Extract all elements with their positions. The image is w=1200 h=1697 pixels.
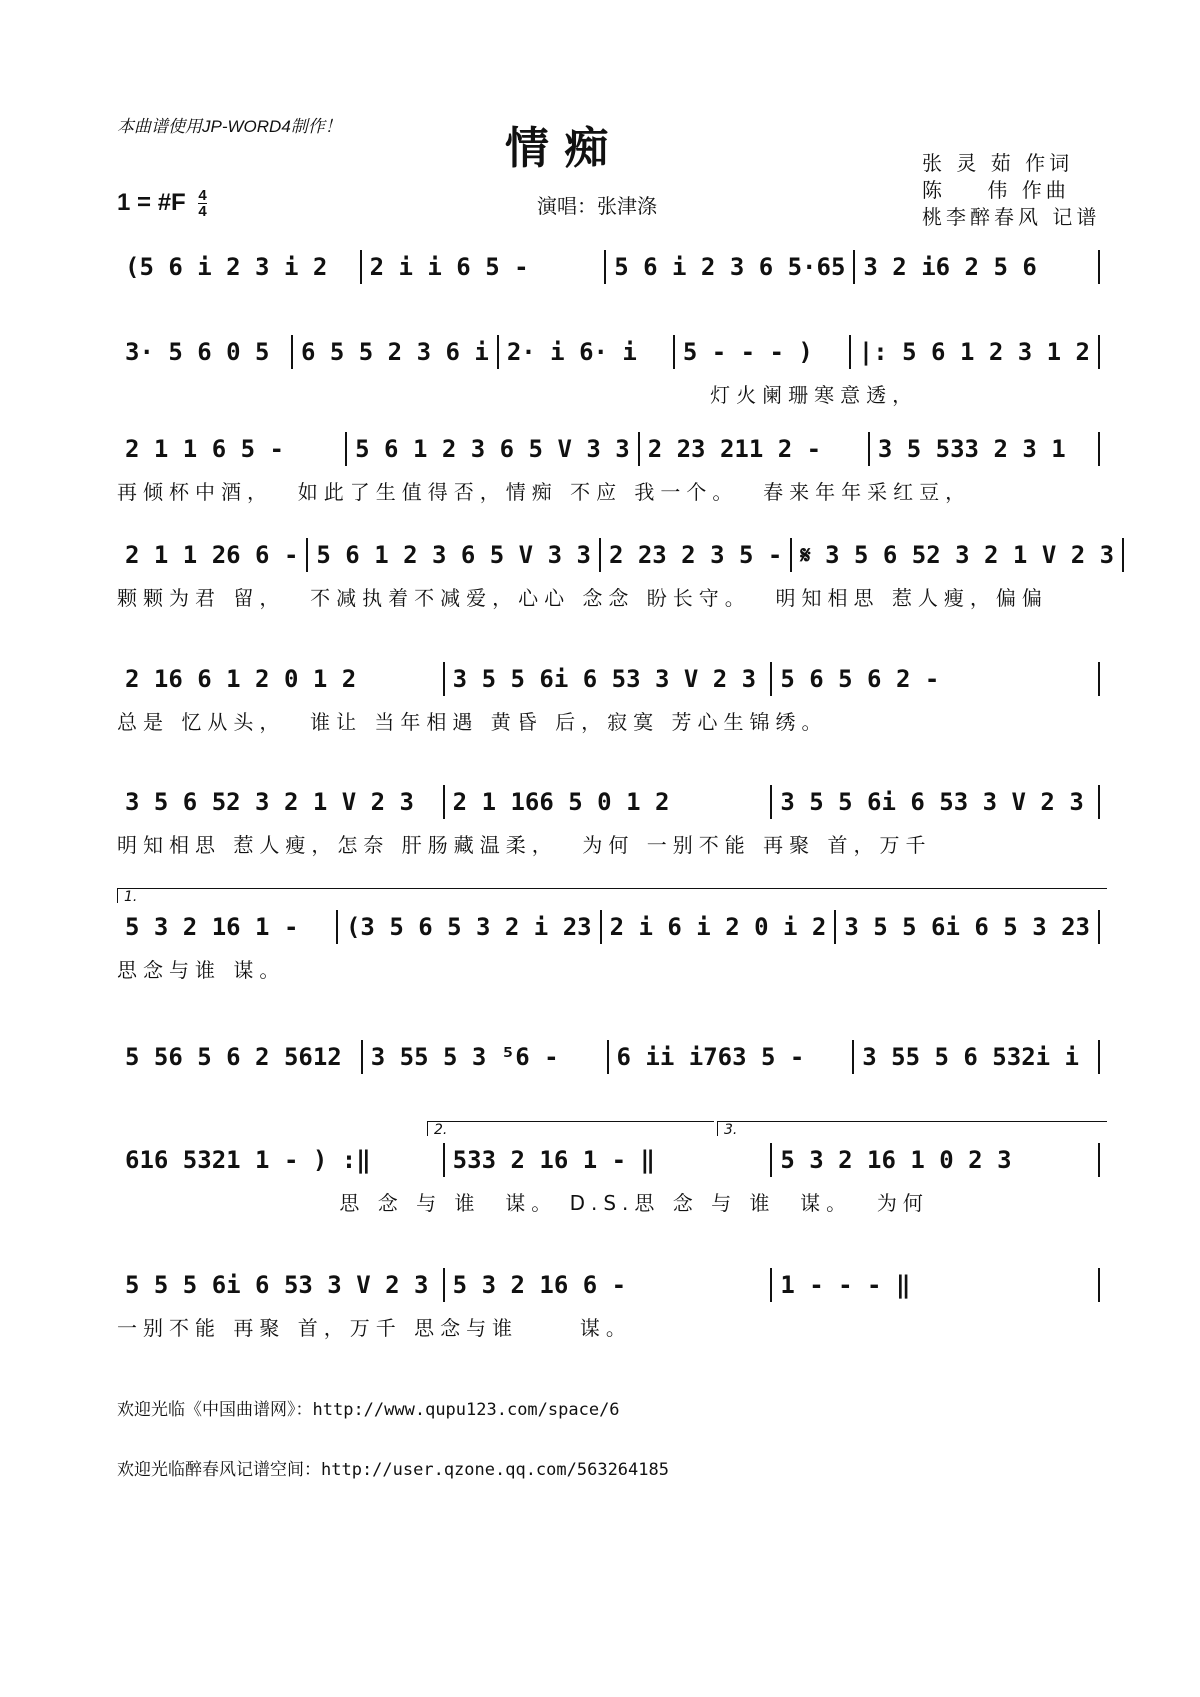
key-signature bbox=[117, 188, 207, 219]
measure: 6 ii i763 5 - bbox=[609, 1040, 855, 1074]
measure: 3 55 5 3 ⁵6 - bbox=[363, 1040, 609, 1074]
page-title: 情 痴 bbox=[505, 123, 609, 174]
notes-row bbox=[117, 250, 1100, 284]
score-line bbox=[117, 250, 1100, 345]
singer: 演唱：张津涤 bbox=[537, 194, 657, 218]
measure: 2 i i 6 5 - bbox=[362, 250, 607, 284]
score-line bbox=[117, 1268, 1100, 1363]
time-signature bbox=[198, 188, 206, 219]
measure: 3 5 5 6i 6 53 3 V 2 3 bbox=[445, 662, 773, 696]
score-line bbox=[117, 538, 1115, 633]
measure: |: 5 6 1 2 3 1 2 bbox=[851, 335, 1100, 369]
score-line bbox=[117, 432, 1100, 527]
measure: 616 5321 1 - ) :‖ bbox=[117, 1143, 445, 1177]
notes-row bbox=[117, 538, 1115, 572]
measure: 3 5 6 52 3 2 1 V 2 3 bbox=[117, 785, 445, 819]
notes-row bbox=[117, 432, 1100, 466]
measure: 5 3 2 16 1 - bbox=[117, 910, 338, 944]
measure: 2 1 1 26 6 - bbox=[117, 538, 308, 572]
lyrics-row: 再倾杯中酒， 如此了生值得否，情痴 不应 我一个。 春来年年采红豆， bbox=[117, 480, 972, 504]
credits bbox=[922, 150, 1100, 231]
measure: 𝄋 3 5 6 52 3 2 1 V 2 3 bbox=[792, 538, 1124, 572]
transcriber-credit: 桃李醉春风 记谱 bbox=[922, 205, 1101, 229]
measure: 5 3 2 16 1 0 2 3 bbox=[772, 1143, 1100, 1177]
score-line bbox=[117, 1122, 1100, 1238]
measure: 533 2 16 1 - ‖ bbox=[445, 1143, 773, 1177]
lyrics-row: 总是 忆从头， 谁让 当年相遇 黄昏 后，寂寞 芳心生锦绣。 bbox=[117, 710, 828, 734]
measure: 1 - - - ‖ bbox=[772, 1268, 1100, 1302]
lyrics-row: 灯火阑珊寒意透， bbox=[117, 383, 919, 407]
measure: 3 2 i6 2 5 6 bbox=[855, 250, 1100, 284]
lyrics-row: 思念与谁 谋。 bbox=[117, 958, 286, 982]
score-line bbox=[117, 662, 1100, 757]
score-line bbox=[117, 785, 1100, 880]
measure: 5 6 i 2 3 6 5·65 bbox=[606, 250, 855, 284]
measure: 2 23 211 2 - bbox=[640, 432, 870, 466]
key-label: 1 = #F bbox=[117, 188, 186, 216]
measure: 5 - - - ) bbox=[675, 335, 851, 369]
footer-link-qupu[interactable]: 欢迎光临《中国曲谱网》：http://www.qupu123.com/space/6 bbox=[117, 1400, 620, 1420]
lyricist-credit: 张 灵 茹 作词 bbox=[922, 151, 1074, 175]
measure: 2· i 6· i bbox=[499, 335, 675, 369]
measure: 5 6 1 2 3 6 5 V 3 3 bbox=[308, 538, 601, 572]
time-numerator: 4 bbox=[198, 187, 207, 204]
measure: (5 6 i 2 3 i 2 bbox=[117, 250, 362, 284]
lyrics-row: 一别不能 再聚 首，万千 思念与谁 谋。 bbox=[117, 1316, 632, 1340]
measure: 2 i 6 i 2 0 i 2 bbox=[602, 910, 837, 944]
lyrics-row: 明知相思 惹人瘦，怎奈 肝肠藏温柔， 为何 一别不能 再聚 首，万千 bbox=[117, 833, 932, 857]
measure: 3 5 533 2 3 1 bbox=[870, 432, 1100, 466]
volta-bracket: 1. bbox=[117, 888, 1107, 903]
measure: (3 5 6 5 3 2 i 23 bbox=[338, 910, 602, 944]
volta-bracket-3: 3. bbox=[717, 1121, 1107, 1136]
measure: 3· 5 6 0 5 bbox=[117, 335, 293, 369]
score-line bbox=[117, 889, 1100, 1005]
lyrics-row: 颗颗为君 留， 不减执着不减爱，心心 念念 盼长守。 明知相思 惹人瘦，偏偏 bbox=[117, 586, 1048, 610]
measure: 5 56 5 6 2 5612 bbox=[117, 1040, 363, 1074]
measure: 5 3 2 16 6 - bbox=[445, 1268, 773, 1302]
measure: 3 55 5 6 532i i bbox=[854, 1040, 1100, 1074]
measure: 6 5 5 2 3 6 i bbox=[293, 335, 499, 369]
composer-credit: 陈 伟 作曲 bbox=[922, 178, 1070, 202]
measure: 3 5 5 6i 6 53 3 V 2 3 bbox=[772, 785, 1100, 819]
tagline: 本曲谱使用JP-WORD4制作！ bbox=[117, 117, 342, 136]
footer-link-qzone[interactable]: 欢迎光临醉春风记谱空间：http://user.qzone.qq.com/563264185 bbox=[117, 1460, 669, 1480]
measure: 5 6 1 2 3 6 5 V 3 3 bbox=[347, 432, 640, 466]
notes-row bbox=[117, 785, 1100, 819]
measure: 5 5 5 6i 6 53 3 V 2 3 bbox=[117, 1268, 445, 1302]
notes-row bbox=[117, 1268, 1100, 1302]
measure: 2 23 2 3 5 - bbox=[601, 538, 792, 572]
notes-row bbox=[117, 1040, 1100, 1074]
measure: 3 5 5 6i 6 5 3 23 bbox=[836, 910, 1100, 944]
time-denominator: 4 bbox=[198, 203, 207, 220]
measure: 2 1 166 5 0 1 2 bbox=[445, 785, 773, 819]
measure: 2 1 1 6 5 - bbox=[117, 432, 347, 466]
volta-bracket-2: 2. bbox=[427, 1121, 714, 1136]
measure: 5 6 5 6 2 - bbox=[772, 662, 1100, 696]
notes-row bbox=[117, 335, 1100, 369]
score-line bbox=[117, 335, 1100, 430]
notes-row bbox=[117, 910, 1100, 944]
notes-row bbox=[117, 662, 1100, 696]
measure: 2 16 6 1 2 0 1 2 bbox=[117, 662, 445, 696]
notes-row bbox=[117, 1143, 1100, 1177]
lyrics-row: 思 念 与 谁 谋。 D.S.思 念 与 谁 谋。 为何 bbox=[117, 1191, 929, 1215]
